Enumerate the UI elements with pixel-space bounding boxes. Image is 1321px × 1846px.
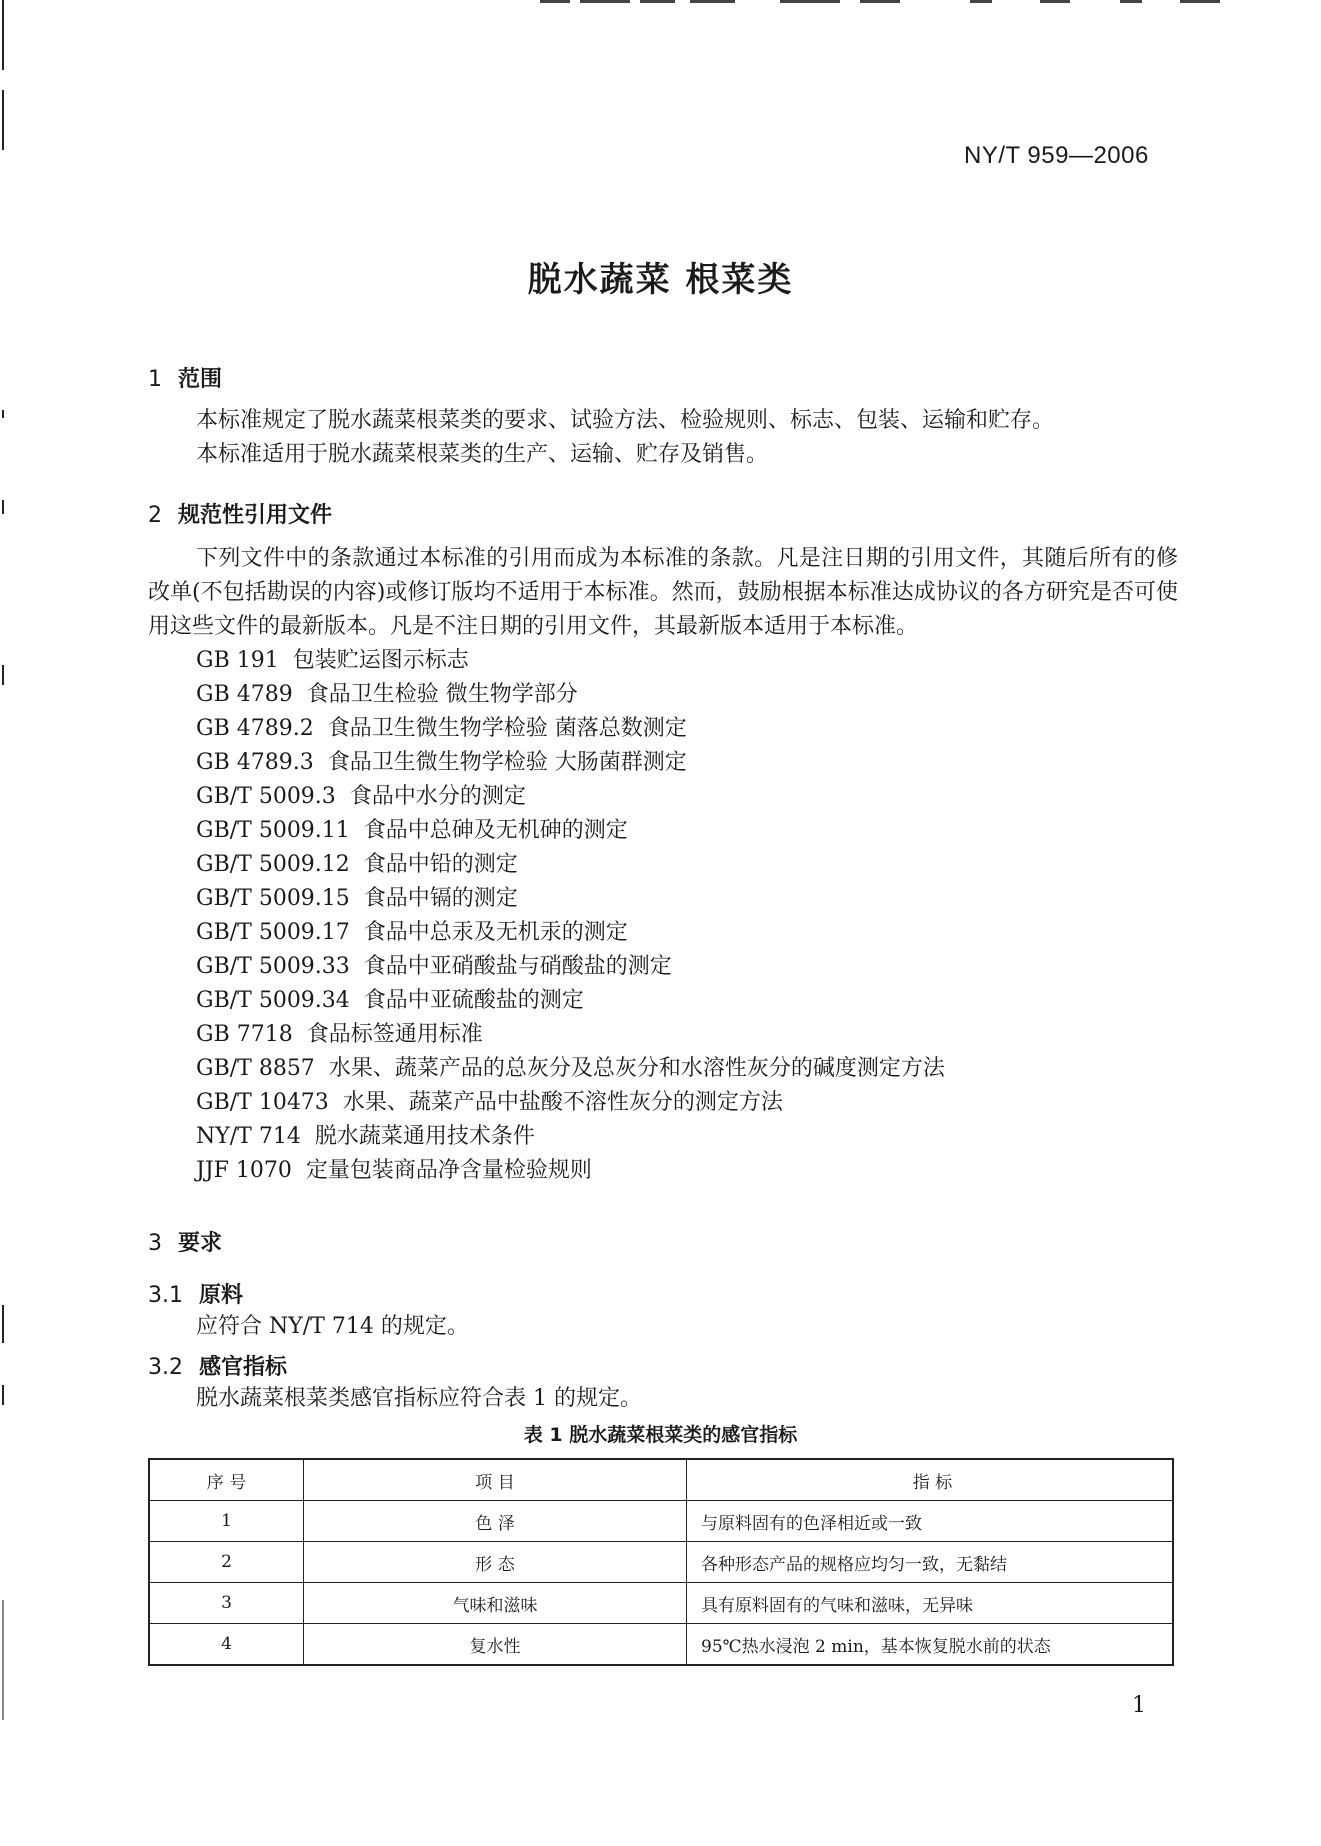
paragraph: 本标准适用于脱水蔬菜根菜类的生产、运输、贮存及销售。 [196,442,769,467]
reference-name: 食品卫生检验 微生物学部分 [306,682,578,707]
reference-code: GB 4789 [196,682,293,707]
reference-code: GB/T 5009.15 [196,886,350,911]
table-cell: 1 [149,1501,304,1542]
table-cell: 4 [149,1624,304,1666]
reference-name: 食品中镉的测定 [363,886,518,911]
table-cell: 与原料固有的色泽相近或一致 [687,1501,1174,1542]
reference-name: 食品中总砷及无机砷的测定 [363,818,628,843]
reference-name: 食品卫生微生物学检验 菌落总数测定 [327,716,687,741]
table-header-row [149,1459,1173,1501]
column-header: 指 标 [687,1459,1174,1501]
reference-item [196,1086,945,1120]
section-2-heading [148,498,332,529]
table-cell: 各种形态产品的规格应均匀一致，无黏结 [687,1542,1174,1583]
reference-item [196,950,945,984]
section-3-2-body: 脱水蔬菜根菜类感官指标应符合表 1 的规定。 [196,1386,642,1411]
section-2-body [148,542,1178,644]
reference-item [196,746,945,780]
table-cell: 2 [149,1542,304,1583]
scan-top-dashes [540,0,1240,4]
reference-name: 水果、蔬菜产品中盐酸不溶性灰分的测定方法 [342,1090,783,1115]
reference-list [196,644,945,1188]
section-1-body [196,404,1054,472]
reference-name: 食品中亚硫酸盐的测定 [363,988,584,1013]
reference-name: 食品标签通用标准 [306,1022,483,1047]
reference-item [196,848,945,882]
sensory-indicator-table [148,1458,1174,1666]
table-row [149,1501,1173,1542]
document-number: NY/T 959—2006 [964,142,1149,169]
table-caption: 表 1 脱水蔬菜根菜类的感官指标 [523,1424,798,1446]
reference-item [196,984,945,1018]
reference-code: GB 191 [196,648,279,673]
section-3-heading [148,1226,222,1257]
reference-item [196,712,945,746]
section-title: 原料 [199,1283,244,1308]
section-3-1-body: 应符合 NY/T 714 的规定。 [196,1314,469,1339]
section-number: 1 [148,367,162,392]
reference-item [196,1052,945,1086]
table-cell: 复水性 [304,1624,687,1666]
reference-code: GB/T 5009.11 [196,818,350,843]
reference-item [196,1018,945,1052]
table-cell: 95℃热水浸泡 2 min，基本恢复脱水前的状态 [687,1624,1174,1666]
reference-item [196,1120,945,1154]
column-header: 项 目 [304,1459,687,1501]
table-cell: 具有原料固有的气味和滋味，无异味 [687,1583,1174,1624]
reference-item [196,814,945,848]
section-title: 感官指标 [199,1355,288,1380]
section-number: 2 [148,503,162,528]
reference-item [196,916,945,950]
section-title: 规范性引用文件 [178,503,333,528]
reference-code: GB 4789.2 [196,716,314,741]
reference-code: NY/T 714 [196,1124,301,1149]
reference-code: GB/T 5009.3 [196,784,336,809]
reference-code: GB/T 5009.34 [196,988,350,1013]
table-row [149,1542,1173,1583]
reference-code: GB 4789.3 [196,750,314,775]
reference-name: 脱水蔬菜通用技术条件 [314,1124,535,1149]
reference-code: GB/T 8857 [196,1056,315,1081]
paragraph: 下列文件中的条款通过本标准的引用而成为本标准的条款。凡是注日期的引用文件，其随后所有的修改单(不包括勘误的内容)或修订版均不适用于本标准。然而，鼓励根据本标准达成协议的各方研究是否可使用这些文件的最新版本。凡是不注日期的引用文件，其最新版本适用于本标准。 [148,546,1178,639]
section-3-1-heading [148,1278,243,1309]
section-number: 3.1 [148,1283,183,1308]
reference-item [196,1154,945,1188]
table-cell: 气味和滋味 [304,1583,687,1624]
reference-name: 食品中水分的测定 [349,784,526,809]
section-title: 要求 [178,1231,223,1256]
reference-item [196,882,945,916]
reference-name: 水果、蔬菜产品的总灰分及总灰分和水溶性灰分的碱度测定方法 [328,1056,945,1081]
paragraph: 本标准规定了脱水蔬菜根菜类的要求、试验方法、检验规则、标志、包装、运输和贮存。 [196,408,1055,433]
reference-code: GB/T 5009.33 [196,954,350,979]
table-cell: 形 态 [304,1542,687,1583]
reference-item [196,644,945,678]
reference-name: 食品中亚硝酸盐与硝酸盐的测定 [363,954,672,979]
section-title: 范围 [178,367,223,392]
reference-code: GB/T 10473 [196,1090,329,1115]
reference-name: 食品卫生微生物学检验 大肠菌群测定 [327,750,687,775]
table-cell: 色 泽 [304,1501,687,1542]
reference-item [196,780,945,814]
section-3-2-heading [148,1350,287,1381]
reference-name: 包装贮运图示标志 [292,648,469,673]
section-number: 3 [148,1231,162,1256]
reference-name: 食品中总汞及无机汞的测定 [363,920,628,945]
table-row [149,1583,1173,1624]
reference-code: GB 7718 [196,1022,293,1047]
column-header: 序 号 [149,1459,304,1501]
reference-name: 定量包装商品净含量检验规则 [305,1158,592,1183]
section-1-heading [148,362,222,393]
section-number: 3.2 [148,1355,183,1380]
table-row [149,1624,1173,1666]
table-cell: 3 [149,1583,304,1624]
reference-code: GB/T 5009.12 [196,852,350,877]
document-title: 脱水蔬菜 根菜类 [527,260,794,300]
reference-code: GB/T 5009.17 [196,920,350,945]
reference-item [196,678,945,712]
page-number: 1 [1132,1693,1146,1718]
reference-code: JJF 1070 [196,1158,292,1183]
reference-name: 食品中铅的测定 [363,852,518,877]
